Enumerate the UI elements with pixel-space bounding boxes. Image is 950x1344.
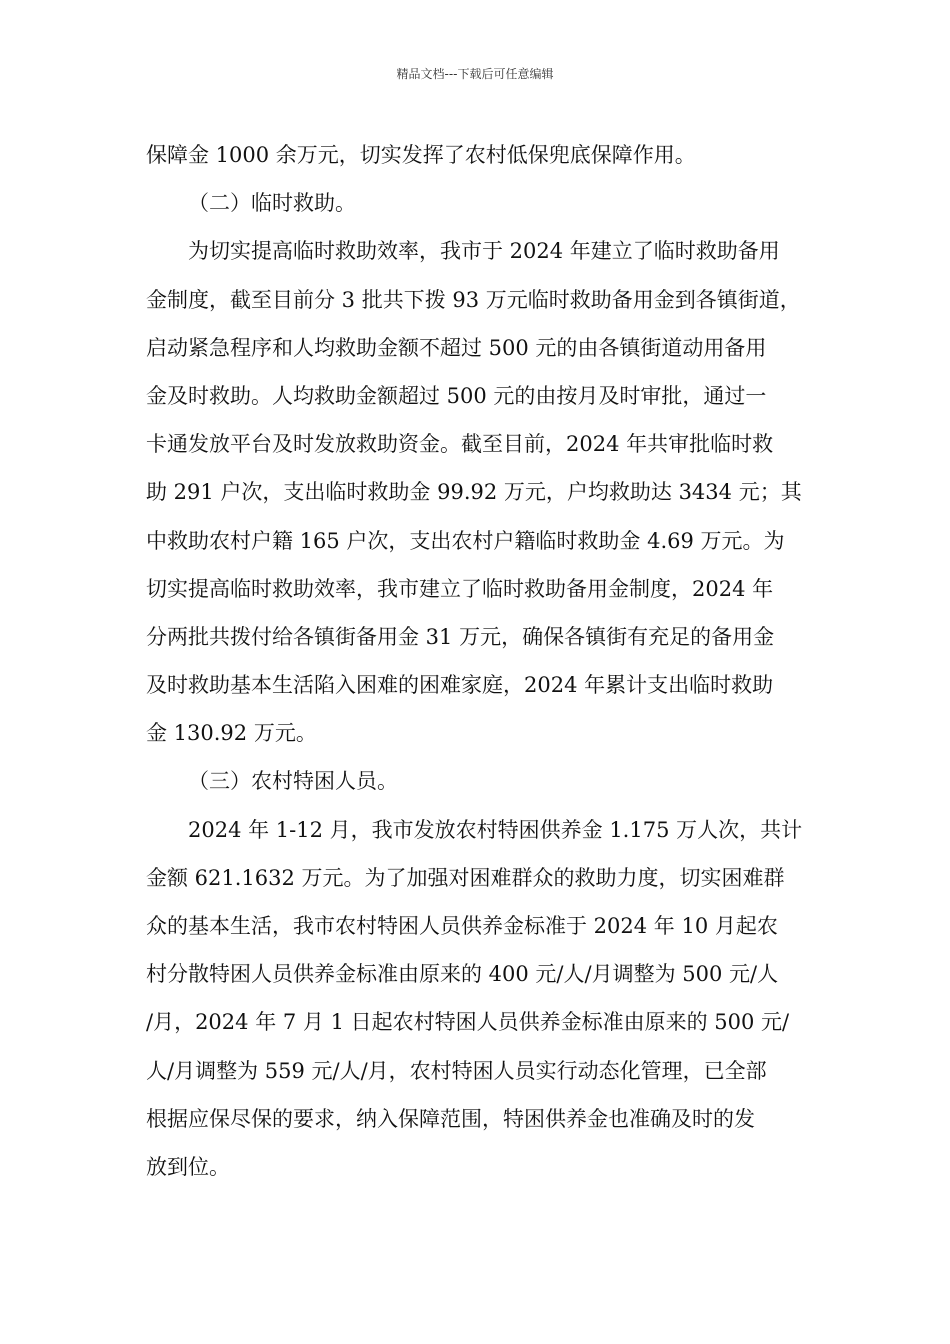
text-line: 金 130.92 万元。	[146, 721, 317, 746]
text-line: 为切实提高临时救助效率，我市于 2024 年建立了临时救助备用	[188, 239, 780, 264]
text-line: 村分散特困人员供养金标准由原来的 400 元/人/月调整为 500 元/人	[146, 962, 779, 987]
text-line: 卡通发放平台及时发放救助资金。截至目前，2024 年共审批临时救	[146, 432, 774, 457]
text-line: 分两批共拨付给各镇街备用金 31 万元，确保各镇街有充足的备用金	[146, 624, 775, 649]
text-line: 金制度，截至目前分 3 批共下拨 93 万元临时救助备用金到各镇街道，	[146, 287, 801, 312]
paragraph-rural-subsistence-end	[146, 131, 826, 179]
section-heading-temporary-assistance	[146, 179, 826, 227]
heading-text: （二）临时救助。	[188, 191, 356, 216]
text-line: /月，2024 年 7 月 1 日起农村特困人员供养金标准由原来的 500 元/	[146, 1010, 790, 1035]
text-line: 放到位。	[146, 1154, 230, 1179]
text-line: 人/月调整为 559 元/人/月，农村特困人员实行动态化管理，已全部	[146, 1058, 767, 1083]
text-line: 金及时救助。人均救助金额超过 500 元的由按月及时审批，通过一	[146, 383, 767, 408]
text-line: 启动紧急程序和人均救助金额不超过 500 元的由各镇街道动用备用	[146, 335, 767, 360]
text-line: 根据应保尽保的要求，纳入保障范围，特困供养金也准确及时的发	[146, 1106, 755, 1131]
text-line: 保障金 1000 余万元，切实发挥了农村低保兜底保障作用。	[146, 143, 696, 167]
text-line: 切实提高临时救助效率，我市建立了临时救助备用金制度，2024 年	[146, 576, 774, 601]
text-line: 助 291 户次，支出临时救助金 99.92 万元，户均救助达 3434 元；其	[146, 480, 802, 505]
text-line: 及时救助基本生活陷入困难的困难家庭，2024 年累计支出临时救助	[146, 673, 774, 698]
paragraph-rural-special-hardship	[146, 806, 826, 1192]
section-heading-rural-special-hardship	[146, 757, 826, 805]
page-header: 精品文档---下载后可任意编辑	[396, 67, 554, 81]
paragraph-temporary-assistance	[146, 227, 826, 757]
text-line: 众的基本生活，我市农村特困人员供养金标准于 2024 年 10 月起农	[146, 914, 778, 938]
heading-text: （三）农村特困人员。	[188, 769, 398, 794]
document-body	[146, 131, 826, 1191]
text-line: 2024 年 1-12 月，我市发放农村特困供养金 1.175 万人次，共计	[188, 817, 803, 842]
text-line: 金额 621.1632 万元。为了加强对困难群众的救助力度，切实困难群	[146, 865, 785, 890]
text-line: 中救助农村户籍 165 户次，支出农村户籍临时救助金 4.69 万元。为	[146, 528, 785, 553]
